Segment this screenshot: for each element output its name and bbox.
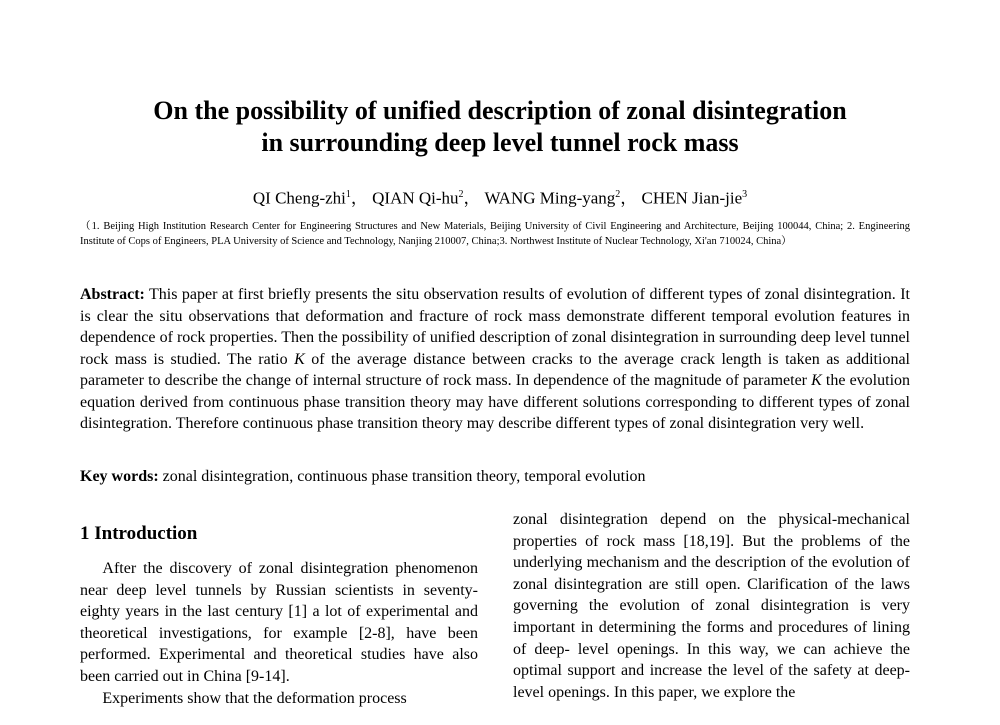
author-affiliation-mark: 3	[742, 189, 748, 200]
abstract-text-part-1: This paper at first briefly presents the situ observation results of evolution of different types of zonal disintegration. It is clear the situ observations that deformation and fracture of rock mass demonstrate different temporal evolution features in dependence of rock properties. Then the possibility of unified description of zonal disintegration in surrounding deep level tunnel rock mass is studied. The ratio	[80, 286, 910, 368]
author-separator: ，	[620, 188, 638, 208]
section-heading: 1 Introduction	[80, 523, 198, 544]
abstract-label: Abstract:	[80, 286, 145, 303]
author-name: CHEN Jian-jie	[641, 188, 743, 208]
keywords-text: zonal disintegration, continuous phase transition theory, temporal evolution	[158, 468, 646, 485]
abstract-text-part-3: the evolution equation derived from continuous phase transition theory may have different solutions corresponding to different types of zonal disintegration. Therefore continuous phase transition theory may describe different types of zonal disintegration very well.	[80, 372, 911, 432]
keywords	[80, 466, 910, 488]
author-separator: ，	[350, 188, 368, 208]
title-line-2: in surrounding deep level tunnel rock mass	[261, 128, 739, 157]
author-separator: ，	[463, 188, 481, 208]
paragraph: Experiments show that the deformation process	[102, 689, 407, 707]
author-affiliation-mark: 1	[345, 189, 351, 200]
title-line-1: On the possibility of unified description of zonal disintegration	[153, 96, 847, 125]
right-column	[513, 509, 910, 703]
paragraph: zonal disintegration depend on the physical-mechanical properties of rock mass [18,19]. But the problems of the underlying mechanism and the description of the evolution of zonal disintegration are still open. Clarification of the laws governing the evolution of zonal disintegration is very important in determining the forms and procedures of lining of deep- level openings. In this way, we can achieve the optimal support and increase the level of the safety at deep-level openings. In this paper, we explore the	[513, 511, 910, 701]
parameter-k-symbol: K	[294, 350, 305, 368]
author-list	[0, 184, 1000, 210]
author-name: QIAN Qi-hu	[372, 188, 459, 208]
author-affiliation-mark: 2	[615, 189, 621, 200]
paragraph: After the discovery of zonal disintegration phenomenon near deep level tunnels by Russian scientists in seventy-eighty years in the last century [1] a lot of experimental and theoretical investigations, for example [2-8], have been performed. Experimental and theoretical studies have also been carried out in China [9-14].	[80, 560, 478, 685]
author-name: QI Cheng-zhi	[252, 188, 346, 208]
abstract	[80, 284, 910, 435]
keywords-label: Key words:	[80, 468, 159, 485]
abstract-text-part-2: of the average distance between cracks to the average crack length is taken as additional parameter to describe the change of internal structure of rock mass. In dependence of the magnitude of parameter	[80, 350, 910, 389]
paper-title	[0, 95, 1000, 159]
affiliations: （1. Beijing High Institution Research Center for Engineering Structures and New Materials, Beijing University of Civil Engineering and Architecture, Beijing 100044, China; 2. Engineering Institute of Cops of Engineers, PLA University of Science and Technology, Nanjing 210007, China;3. Northwest Institute of Nuclear Technology, Xi'an 710024, China）	[80, 221, 910, 247]
author-affiliation-mark: 2	[458, 189, 464, 200]
left-column	[80, 558, 478, 709]
parameter-k-symbol: K	[811, 372, 822, 389]
author-name: WANG Ming-yang	[484, 188, 616, 208]
